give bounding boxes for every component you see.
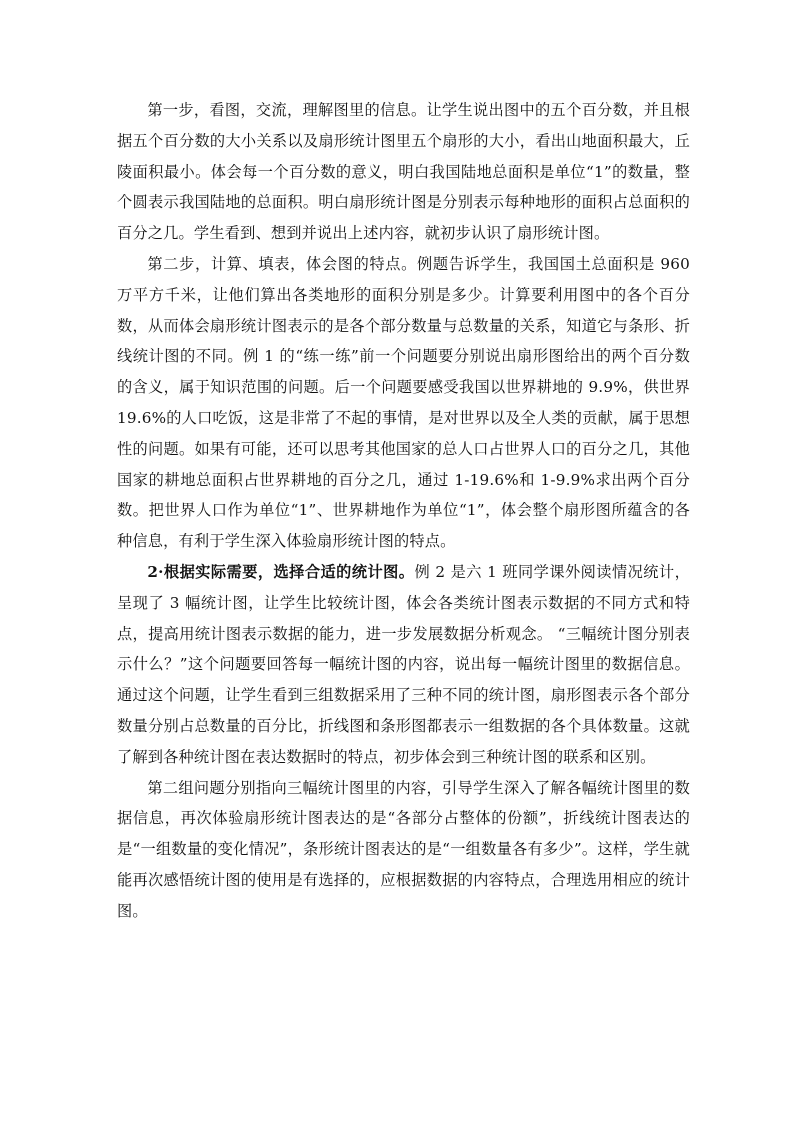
paragraph-step-one: [117, 95, 690, 249]
paragraph-text: 第二组问题分别指向三幅统计图里的内容，引导学生深入了解各幅统计图里的数据信息，再次体验扇形统计图表达的是“各部分占整体的份额”，折线统计图表达的是“一组数量的变化情况”，条形统计图表达的是“一组数量各有多少”。这样，学生就能再次感悟统计图的使用是有选择的，应根据数据的内容特点，合理选用相应的统计图。: [117, 778, 690, 920]
paragraph-text: 第一步，看图，交流，理解图里的信息。让学生说出图中的五个百分数，并且根据五个百分数的大小关系以及扇形统计图里五个扇形的大小，看出山地面积最大，丘陵面积最小。体会每一个百分数的意义，明白我国陆地总面积是单位“1”的数量，整个圆表示我国陆地的总面积。明白扇形统计图是分别表示每种地形的面积占总面积的百分之几。学生看到、想到并说出上述内容，就初步认识了扇形统计图。: [117, 101, 690, 243]
document-body: [117, 95, 690, 927]
paragraph-second-group: [117, 773, 690, 927]
paragraph-step-two: [117, 249, 690, 557]
paragraph-choose-chart: [117, 557, 690, 773]
paragraph-heading: 2·根据实际需要，选择合适的统计图。: [147, 562, 415, 581]
paragraph-text: 第二步，计算、填表，体会图的特点。例题告诉学生，我国国土总面积是 960 万平方千米，让他们算出各类地形的面积分别是多少。计算要利用图中的各个百分数，从而体会扇形统计图表示的是各个部分数量与总数量的关系，知道它与条形、折线统计图的不同。例 1 的“练一练”前一个问题要分别说出扇形图给出的两个百分数的含义，属于知识范围的问题。后一个问题要感受我国以世界耕地的 9.9%，供世界 19.6%的人口吃饭，这是非常了不起的事情，是对世界以及全人类的贡献，属于思想性的问题。如果有可能，还可以思考其他国家的总人口占世界人口的百分之几，其他国家的耕地总面积占世界耕地的百分之几，通过 1-19.6%和 1-9.9%求出两个百分数。把世界人口作为单位“1”、世界耕地作为单位“1”，体会整个扇形图所蕴含的各种信息，有利于学生深入体验扇形统计图的特点。: [117, 254, 690, 551]
paragraph-text: 例 2 是六 1 班同学课外阅读情况统计，呈现了 3 幅统计图，让学生比较统计图，体会各类统计图表示数据的不同方式和特点，提高用统计图表示数据的能力，进一步发展数据分析观念。 “三幅统计图分别表示什么？”这个问题要回答每一幅统计图的内容，说出每一幅统计图里的数据信息。通过这个问题，让学生看到三组数据采用了三种不同的统计图，扇形图表示各个部分数量分别占总数量的百分比，折线图和条形图都表示一组数据的各个具体数量。这就了解到各种统计图在表达数据时的特点，初步体会到三种统计图的联系和区别。: [117, 562, 690, 766]
